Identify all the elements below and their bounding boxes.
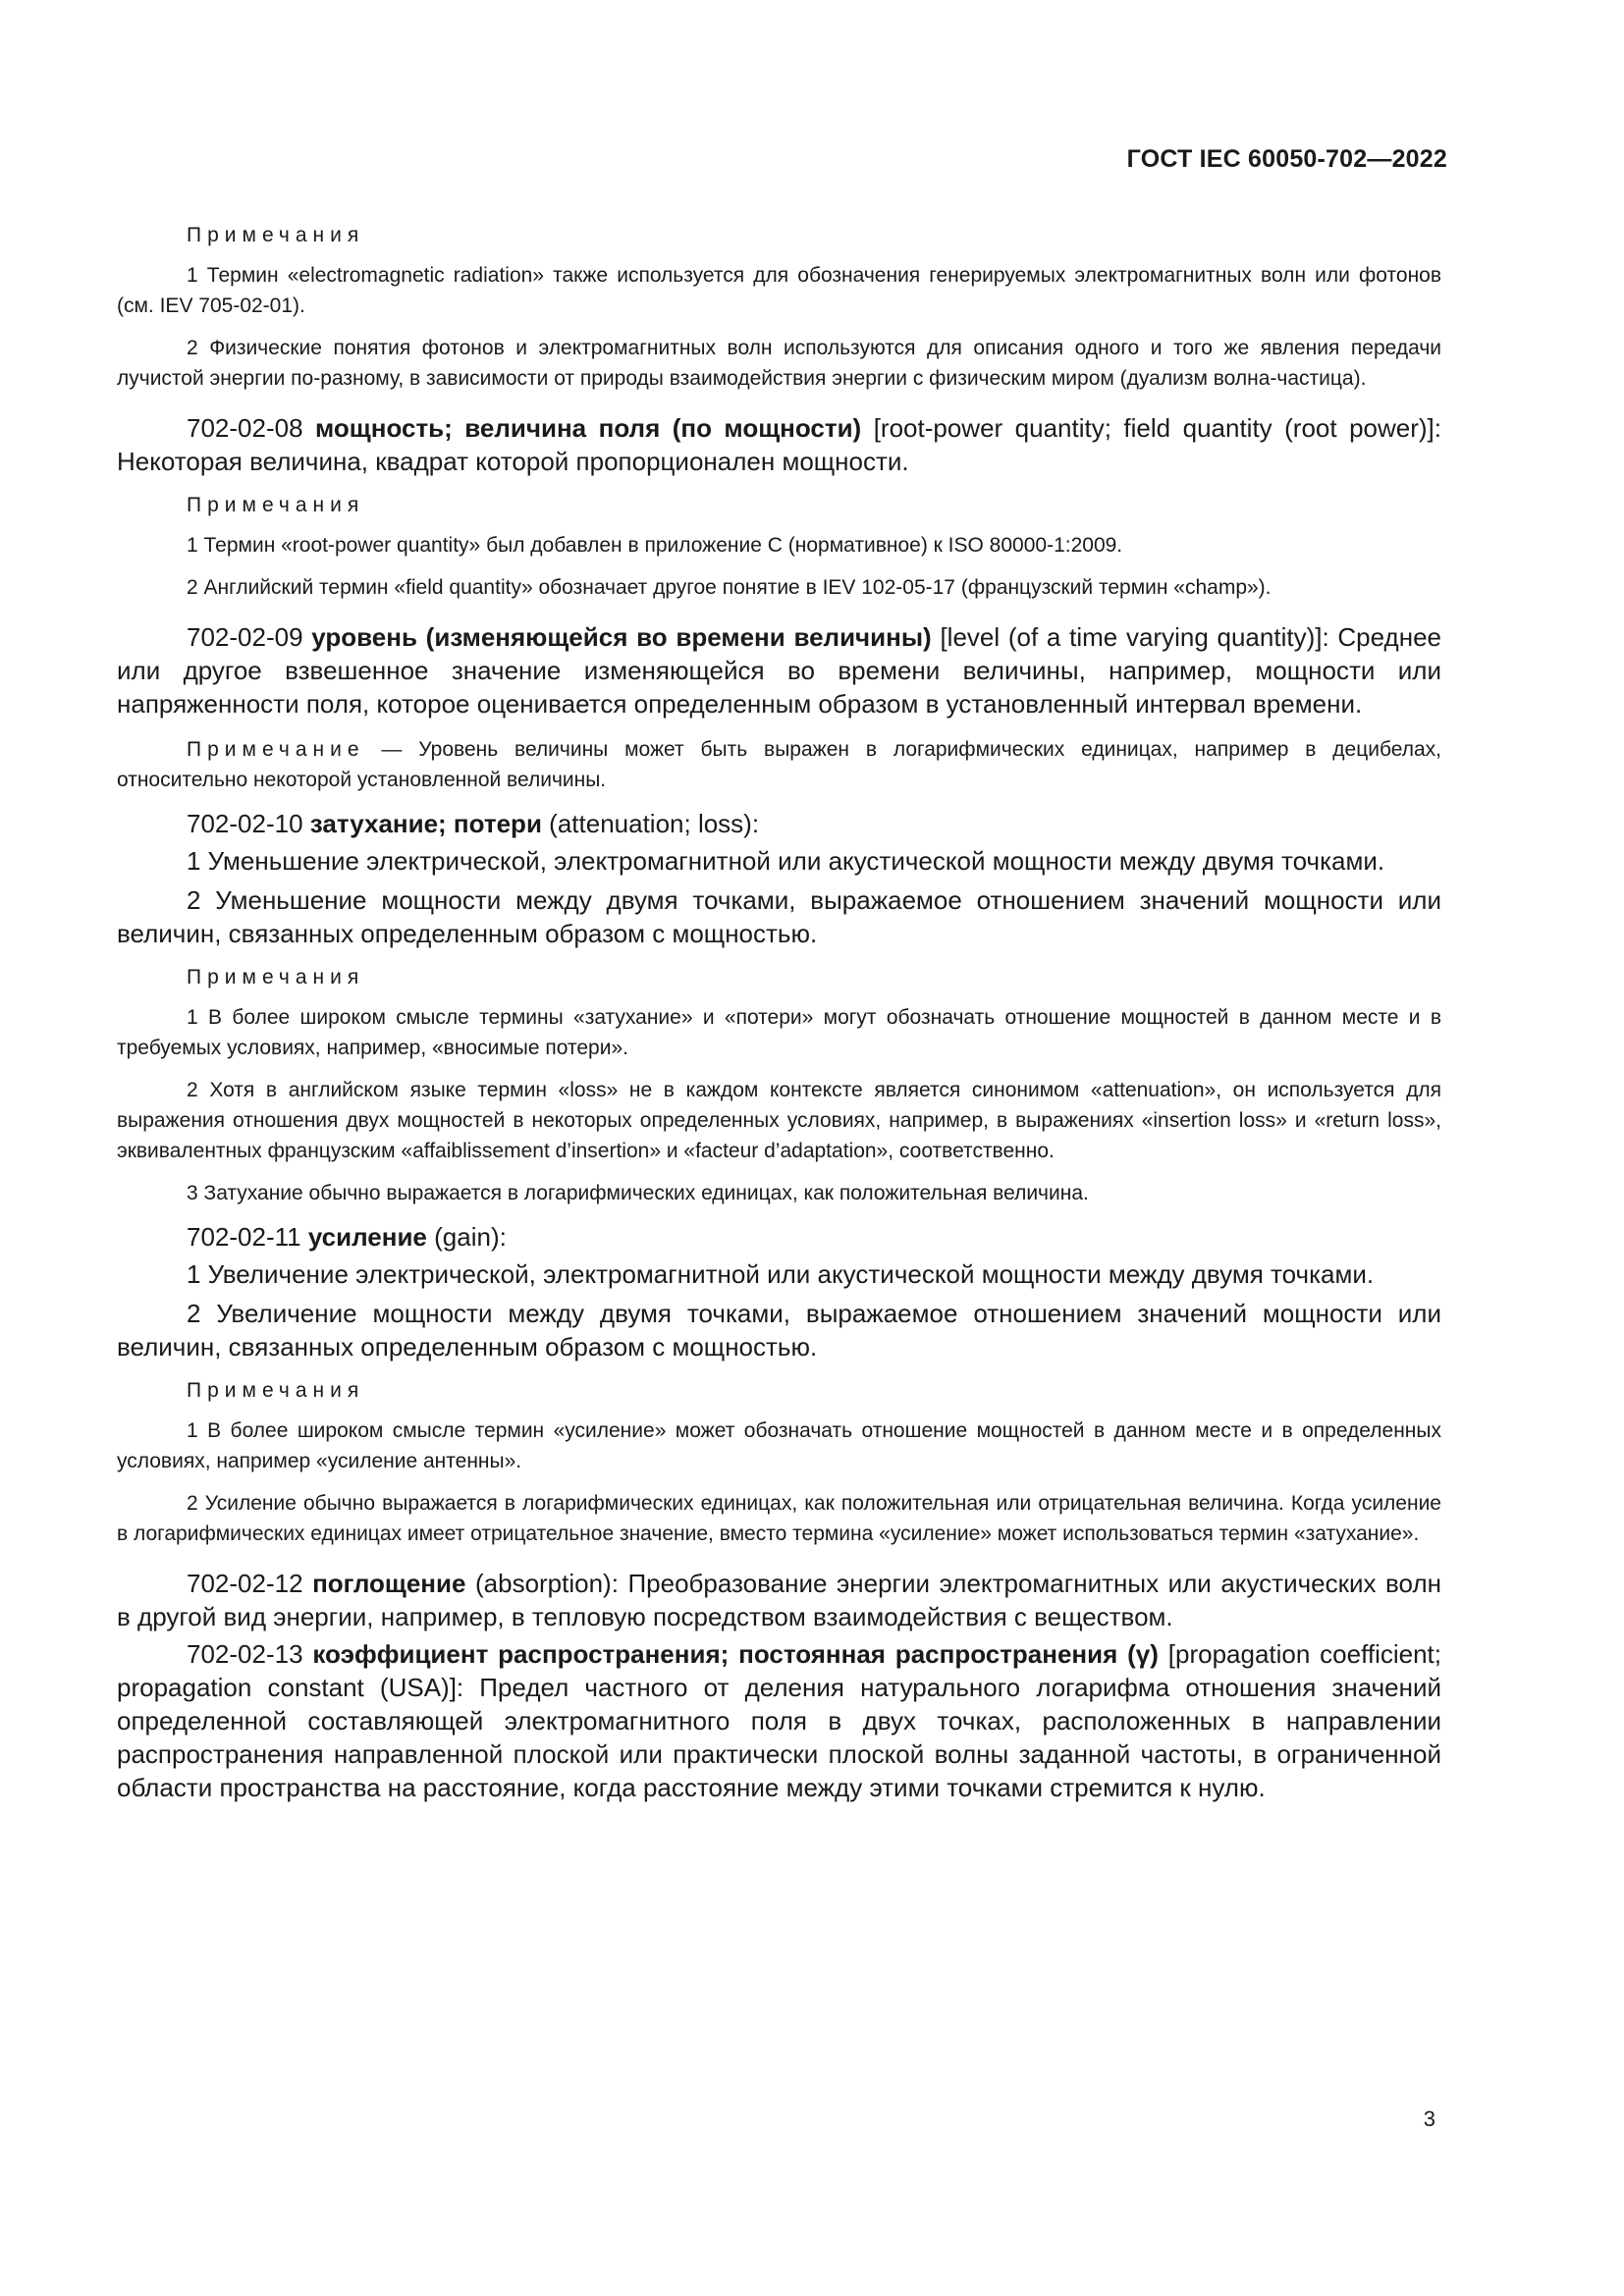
term-name: поглощение [312,1569,466,1598]
note-item: 1 В более широком смысле термины «затухание» и «потери» могут обозначать отношение мощностей в данном месте и в требуемых условиях, например, «вносимые потери». [117,1006,1441,1059]
term-number: 702-02-12 [187,1569,303,1598]
single-note [117,734,1441,795]
term-number: 702-02-10 [187,809,303,838]
term-number: 702-02-08 [187,413,303,443]
note-item: 1 Термин «electromagnetic radiation» также используется для обозначения генерируемых электромагнитных волн или фотонов (см. IEV 705-02-01). [117,264,1441,317]
note-text: — Уровень величины может быть выражен в логарифмических единицах, например в децибелах, относительно некоторой установленной величины. [117,738,1441,791]
notes-heading: Примечания [187,224,365,246]
note-item: 1 Термин «root-power quantity» был добавлен в приложение С (нормативное) к ISO 80000-1:2009. [187,534,1123,557]
note-item: 1 В более широком смысле термин «усиление» может обозначать отношение мощностей в данном месте и в определенных условиях, например «усиление антенны». [117,1419,1441,1472]
note-item: 2 Усиление обычно выражается в логарифмических единицах, как положительная или отрицательная величина. Когда усиление в логарифмических единицах имеет отрицательное значение, вместо термина «усиление» может использоваться термин «затухание». [117,1492,1441,1545]
term-name: коэффициент распространения; постоянная распространения (γ) [312,1639,1159,1669]
term-definition: [level (of a time varying quantity)]: Среднее или другое взвешенное значение изменяющейся во времени величины, например, мощности или напряженности поля, которое оценивается определенным образом в установленный интервал времени. [117,622,1441,719]
notes-heading: Примечания [187,966,365,988]
term-name: затухание; потери [309,809,542,838]
term-name: усиление [307,1222,427,1252]
term-english: (gain): [434,1222,507,1252]
term-entry-702-02-09 [117,620,1441,721]
term-definition: (absorption): Преобразование энергии электромагнитных или акустических волн в другой вид энергии, например, в тепловую посредством взаимодействия с веществом. [117,1569,1441,1631]
notes-heading: Примечания [187,494,365,516]
definition-item: 1 Увеличение электрической, электромагнитной или акустической мощности между двумя точками. [187,1259,1375,1289]
definition-item: 1 Уменьшение электрической, электромагнитной или акустической мощности между двумя точками. [187,846,1385,876]
note-label: Примечание [187,738,365,761]
document-header: ГОСТ IEC 60050-702—2022 [1126,145,1447,173]
term-entry-702-02-08 [117,411,1441,478]
note-item: 2 Физические понятия фотонов и электромагнитных волн используются для описания одного и того же явления передачи лучистой энергии по-разному, в зависимости от природы взаимодействия энергии с физическим миром (дуализм волна-частица). [117,337,1441,390]
term-entry-702-02-11 [117,1220,1441,1254]
term-number: 702-02-09 [187,622,303,652]
term-name: уровень (изменяющейся во времени величины) [311,622,932,652]
term-number: 702-02-13 [187,1639,303,1669]
definition-item: 2 Увеличение мощности между двумя точками, выражаемое отношением значений мощности или величин, связанных определенным образом с мощностью. [117,1299,1441,1362]
term-english: (attenuation; loss): [549,809,760,838]
page-number: 3 [1423,2107,1435,2131]
notes-heading: Примечания [187,1379,365,1402]
term-entry-702-02-10 [117,807,1441,840]
term-entry-702-02-12 [117,1567,1441,1633]
note-item: 3 Затухание обычно выражается в логарифмических единицах, как положительная величина. [187,1182,1089,1204]
term-number: 702-02-11 [187,1222,301,1252]
term-entry-702-02-13 [117,1637,1441,1804]
term-name: мощность; величина поля (по мощности) [315,413,862,443]
note-item: 2 Английский термин «field quantity» обозначает другое понятие в IEV 102-05-17 (французский термин «champ»). [187,576,1272,599]
term-definition: [root-power quantity; field quantity (root power)]: Некоторая величина, квадрат которой пропорционален мощности. [117,413,1441,476]
definition-item: 2 Уменьшение мощности между двумя точками, выражаемое отношением значений мощности или величин, связанных определенным образом с мощностью. [117,885,1441,948]
document-body [117,222,1441,1818]
note-item: 2 Хотя в английском языке термин «loss» не в каждом контексте является синонимом «attenuation», он используется для выражения отношения двух мощностей в некоторых определенных условиях, например, в выражениях «insertion loss» и «return loss», эквивалентных французским «affaiblissement d’insertion» и «facteur d’adaptation», соответственно. [117,1079,1441,1162]
term-definition: [propagation coefficient; propagation constant (USA)]: Предел частного от деления натурального логарифма отношения значений определенной составляющей электромагнитного поля в двух точках, расположенных в направлении распространения направленной плоской или практически плоской волны заданной частоты, в ограниченной области пространства на расстояние, когда расстояние между этими точками стремится к нулю. [117,1639,1441,1802]
